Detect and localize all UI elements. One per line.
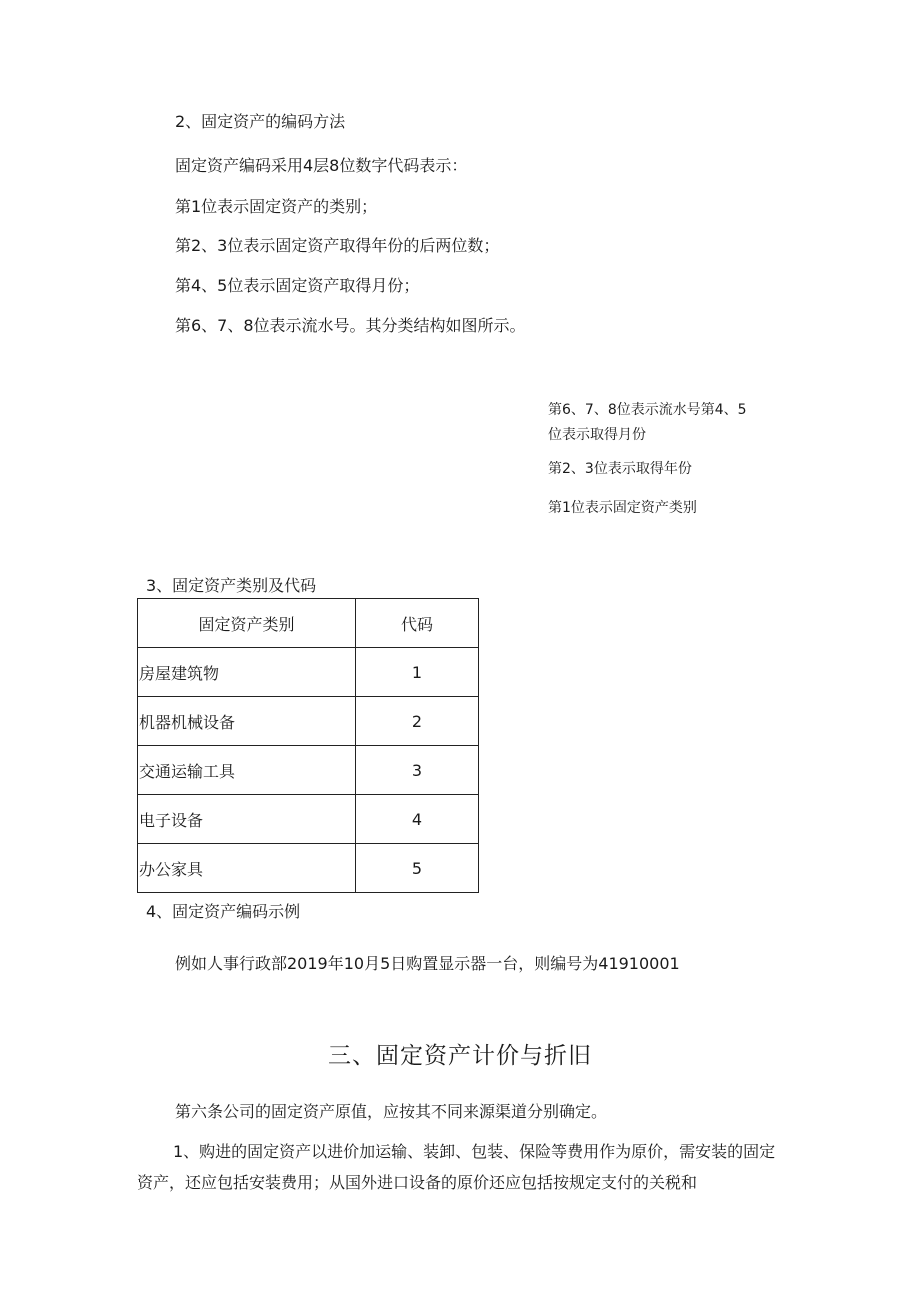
article-6: 第六条公司的固定资产原值，应按其不同来源渠道分别确定。 — [175, 1102, 608, 1121]
category-code: 2 — [356, 697, 479, 746]
section-heading-coding-method: 2、固定资产的编码方法 — [175, 112, 346, 131]
category-code: 5 — [356, 844, 479, 893]
category-code-table — [137, 598, 479, 893]
coding-intro: 固定资产编码采用4层8位数字代码表示： — [175, 156, 468, 175]
column-header-category: 固定资产类别 — [138, 599, 356, 648]
category-name: 房屋建筑物 — [138, 648, 356, 697]
category-name: 办公家具 — [138, 844, 356, 893]
table-row — [138, 795, 479, 844]
article-6-item-1: 1、购进的固定资产以进价加运输、装卸、包装、保险等费用作为原价，需安装的固定资产，还应包括安装费用；从国外进口设备的原价还应包括按规定支付的关税和 — [137, 1142, 776, 1192]
category-name: 交通运输工具 — [138, 746, 356, 795]
category-name: 电子设备 — [138, 795, 356, 844]
table-row — [138, 844, 479, 893]
category-code: 1 — [356, 648, 479, 697]
diagram-label-category: 第1位表示固定资产类别 — [548, 500, 697, 516]
category-code: 3 — [356, 746, 479, 795]
chapter-title: 三、固定资产计价与折旧 — [328, 1043, 592, 1069]
coding-rule-1: 第1位表示固定资产的类别； — [175, 197, 378, 216]
diagram-label-serial-month: 第6、7、8位表示流水号第4、5 — [548, 402, 747, 418]
coding-rule-4: 第6、7、8位表示流水号。其分类结构如图所示。 — [175, 316, 526, 335]
category-code: 4 — [356, 795, 479, 844]
table-row — [138, 746, 479, 795]
column-header-code: 代码 — [356, 599, 479, 648]
table-header-row — [138, 599, 479, 648]
coding-rule-3: 第4、5位表示固定资产取得月份； — [175, 276, 420, 295]
diagram-label-month-cont: 位表示取得月份 — [548, 427, 646, 443]
coding-rule-2: 第2、3位表示固定资产取得年份的后两位数； — [175, 236, 500, 255]
category-name: 机器机械设备 — [138, 697, 356, 746]
table-row — [138, 697, 479, 746]
section-heading-example: 4、固定资产编码示例 — [146, 902, 301, 921]
table-row — [138, 648, 479, 697]
section-heading-categories: 3、固定资产类别及代码 — [146, 576, 317, 595]
diagram-label-year: 第2、3位表示取得年份 — [548, 461, 692, 477]
example-text: 例如人事行政部2019年10月5日购置显示器一台，则编号为41910001 — [175, 954, 680, 973]
